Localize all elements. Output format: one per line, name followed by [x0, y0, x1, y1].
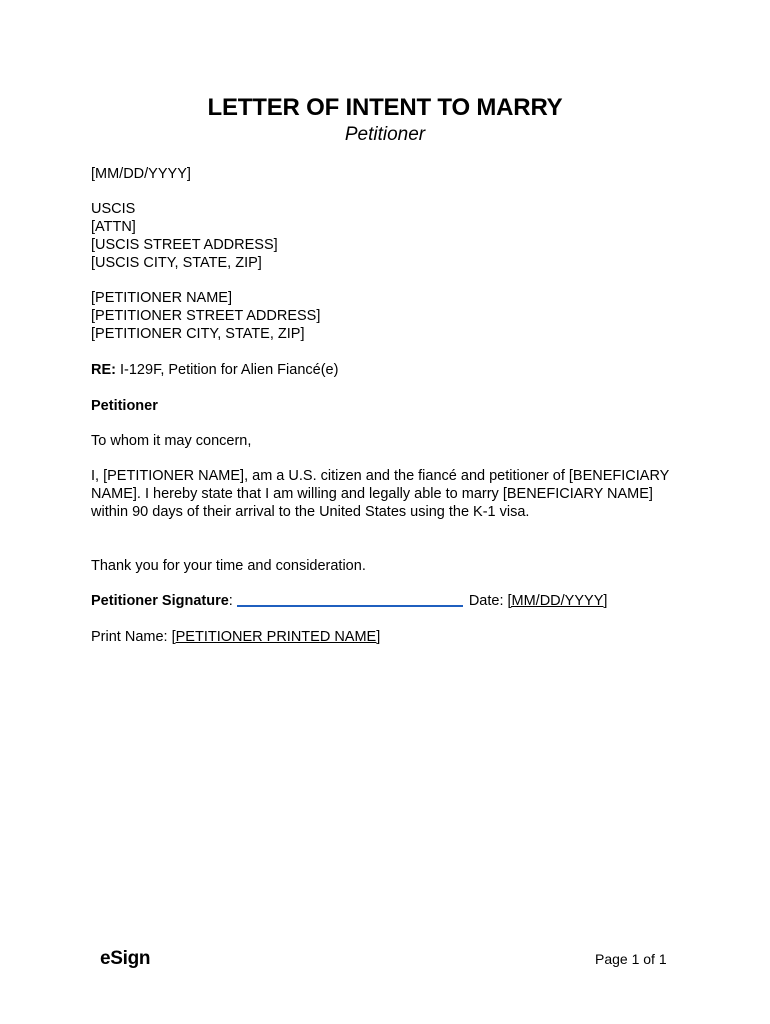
date-placeholder[interactable]: [MM/DD/YYYY] [91, 166, 191, 182]
signature-label: Petitioner Signature [91, 593, 229, 609]
print-name-label: Print Name: [91, 629, 172, 645]
sender-line-1[interactable]: [PETITIONER NAME] [91, 290, 232, 306]
document-subtitle: Petitioner [344, 124, 426, 145]
recipient-line-1: USCIS [91, 201, 136, 217]
closing: Thank you for your time and consideration. [91, 558, 366, 574]
document-title: LETTER OF INTENT TO MARRY [207, 94, 563, 121]
signature-field[interactable] [237, 591, 463, 607]
recipient-line-3[interactable]: [USCIS STREET ADDRESS] [91, 237, 278, 253]
sender-line-3[interactable]: [PETITIONER CITY, STATE, ZIP] [91, 326, 305, 342]
recipient-address-block [91, 200, 691, 272]
section-heading-block [91, 397, 691, 415]
date-line [91, 165, 691, 183]
sender-line-2[interactable]: [PETITIONER STREET ADDRESS] [91, 308, 321, 324]
salutation: To whom it may concern, [91, 433, 252, 449]
re-text: I-129F, Petition for Alien Fiancé(e) [115, 362, 339, 378]
section-heading: Petitioner [91, 398, 158, 414]
recipient-line-4[interactable]: [USCIS CITY, STATE, ZIP] [91, 255, 262, 271]
salutation-block [91, 432, 691, 450]
signature-colon: : [228, 593, 233, 609]
print-name-row [91, 628, 691, 646]
date-label: Date: [468, 593, 508, 609]
page-number: Page 1 of 1 [595, 951, 667, 967]
sender-address-block [91, 289, 691, 343]
re-line [91, 361, 691, 379]
closing-block [91, 557, 691, 575]
esign-logo: eSign [100, 948, 151, 969]
print-name-field[interactable]: [PETITIONER PRINTED NAME] [171, 629, 381, 645]
re-label: RE: [91, 362, 116, 378]
signature-date-field[interactable]: [MM/DD/YYYY] [507, 593, 608, 609]
signature-row [91, 592, 691, 610]
recipient-line-2[interactable]: [ATTN] [91, 219, 136, 235]
body-paragraph: I, [PETITIONER NAME], am a U.S. citizen and the fiancé and petitioner of [BENEFICIARY NAME]. I hereby state that I am willing and legally able to marry [BENEFICIARY NAME] within 90 days of their arrival to the United States using the K-1 visa. [91, 468, 670, 520]
